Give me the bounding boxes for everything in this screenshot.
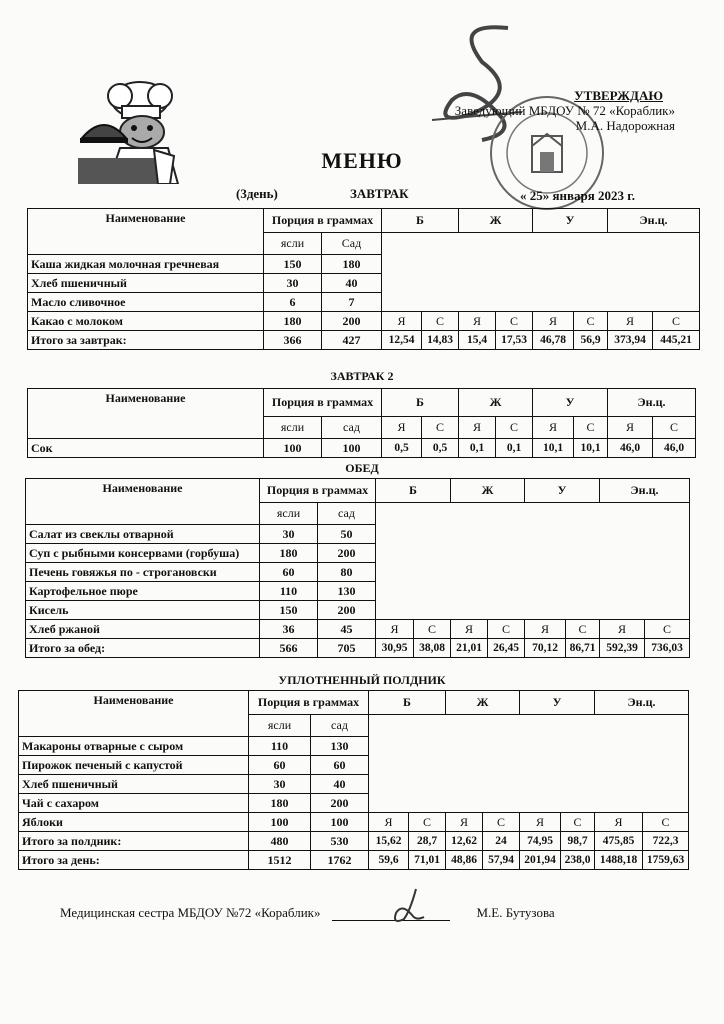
table-row-name: Салат из свеклы отварной [26, 525, 260, 544]
table-row-name: Хлеб пшеничный [28, 274, 264, 293]
day-total: Итого за день: [19, 851, 249, 870]
table-row-name: Яблоки [19, 813, 249, 832]
snack-table: Наименование Порция в граммах Б Ж У Эн.ц. ясли сад Макароны отварные с сыром 110 130 Пирожок печеный с капустой 60 60 Хлеб пшеничный 30 40 Чай с сахаром 180 200 Яблоки 100 100 Я С Я С Я С Я С Итого за полдник: 480 530 15,62 28,7 12,62 24 74,95 98,7 475,85 722,3 Итого за день: 1512 1762 59,6 71,01 48,86 57,94 201,94 238,0 1488,18 1759,63 [18, 690, 689, 870]
header-name: Наименование [28, 209, 264, 255]
table-row-name: Какао с молоком [28, 312, 264, 331]
snack-title: УПЛОТНЕННЫЙ ПОЛДНИК [278, 673, 446, 687]
page-title: МЕНЮ [321, 148, 403, 173]
header-name: Наименование [26, 479, 260, 525]
lunch-total: Итого за обед: [26, 639, 260, 658]
table-row-name: Картофельное пюре [26, 582, 260, 601]
breakfast2-table: Наименование Порция в граммах Б Ж У Эн.ц. ясли сад Я С Я С Я С Я С Сок 100 100 0,5 0,5 0,1 0,1 10,1 10,1 46,0 46,0 [27, 388, 696, 458]
approval-heading: УТВЕРЖДАЮ [574, 88, 663, 103]
table-row-name: Хлеб пшеничный [19, 775, 249, 794]
header-name: Наименование [19, 691, 249, 737]
header-portion: Порция в граммах [264, 209, 382, 233]
table-row-name: Печень говяжья по - строгановски [26, 563, 260, 582]
approval-name: М.А. Надорожная [575, 118, 675, 133]
header-sad: Сад [322, 233, 382, 255]
table-row-name: Масло сливочное [28, 293, 264, 312]
date-label: « 25» января 2023 г. [520, 188, 635, 203]
header-en: Эн.ц. [608, 209, 700, 233]
day-label: (3день) [236, 186, 278, 201]
table-row-name: Кисель [26, 601, 260, 620]
header-u: У [533, 209, 608, 233]
approval-block [405, 88, 675, 133]
nurse-signature [386, 885, 426, 925]
header-yasli: ясли [264, 233, 322, 255]
header-name: Наименование [28, 389, 264, 439]
table-row-name: Хлеб ржаной [26, 620, 260, 639]
snack-total: Итого за полдник: [19, 832, 249, 851]
lunch-table: Наименование Порция в граммах Б Ж У Эн.ц. ясли сад Салат из свеклы отварной 30 50 Суп с рыбными консервами (горбуша) 180 200 Печень говяжья по - строгановски 60 80 Картофельное пюре 110 130 Кисель 150 200 Хлеб ржаной 36 45 Я С Я С Я С Я С Итого за обед: 566 705 30,95 38,08 21,01 26,45 70,12 86,71 592,39 736,03 [25, 478, 690, 658]
table-row-name: Суп с рыбными консервами (горбуша) [26, 544, 260, 563]
table-row-name: Макароны отварные с сыром [19, 737, 249, 756]
table-row-name: Пирожок печеный с капустой [19, 756, 249, 775]
breakfast-table: Наименование Порция в граммах Б Ж У Эн.ц. ясли Сад Каша жидкая молочная гречневая 150 180 Хлеб пшеничный 30 40 Масло сливочное 6 7 Какао с молоком 180 200 Я С Я С Я С Я С Итого за завтрак: 366 427 12,54 14,83 15,4 17,53 46,78 56,9 373,94 445,21 [27, 208, 700, 350]
footer [60, 905, 555, 921]
table-row-name: Сок [28, 439, 264, 458]
table-row-name: Каша жидкая молочная гречневая [28, 255, 264, 274]
breakfast2-title: ЗАВТРАК 2 [330, 369, 394, 383]
approval-position: Заведующий МБДОУ № 72 «Кораблик» [454, 103, 675, 118]
breakfast-total: Итого за завтрак: [28, 331, 264, 350]
nurse-role: Медицинская сестра МБДОУ №72 «Кораблик» [60, 905, 321, 920]
breakfast-title: ЗАВТРАК [350, 186, 409, 201]
header-b: Б [382, 209, 459, 233]
lunch-title: ОБЕД [345, 461, 379, 475]
nurse-name: М.Е. Бутузова [476, 905, 555, 920]
table-row-name: Чай с сахаром [19, 794, 249, 813]
header-zh: Ж [459, 209, 533, 233]
